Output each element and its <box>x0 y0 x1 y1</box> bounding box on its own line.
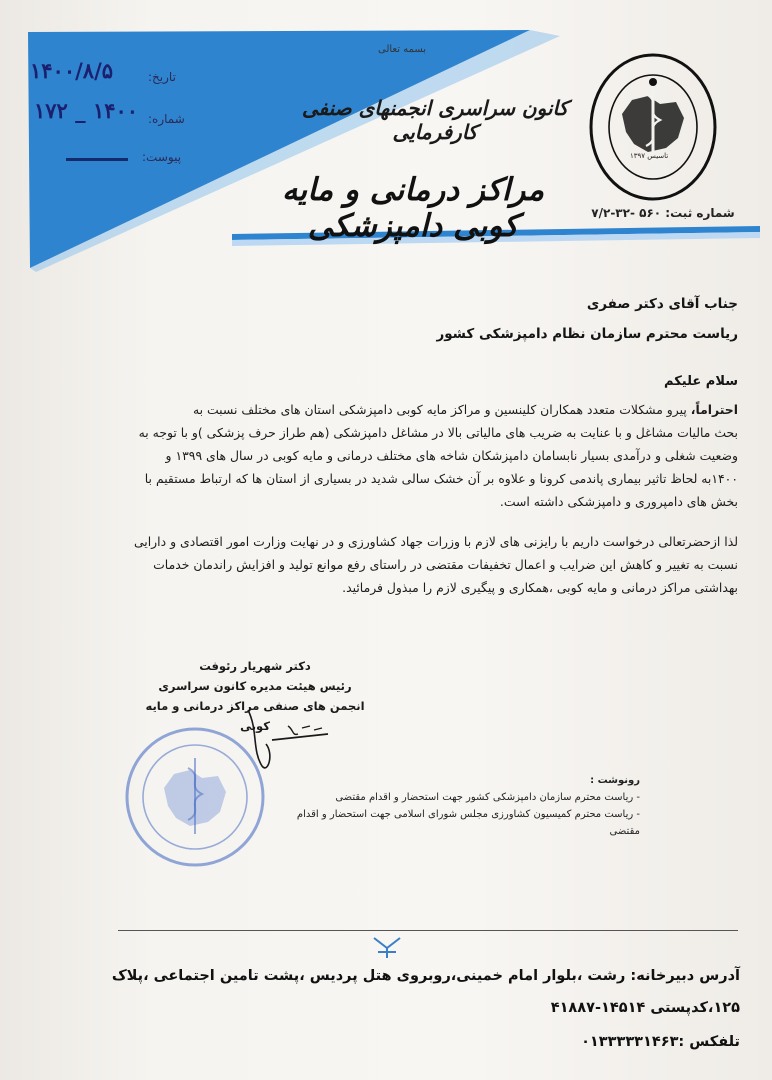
center-title: مراکز درمانی و مایه کوبی دامپزشکی <box>281 172 545 244</box>
bismillah: بسمه تعالی <box>378 44 427 55</box>
paragraph-2-line-1: لذا ازحضرتعالی درخواست داریم با رایزنی های لازم با وزرات جهاد کشاورزی و در نهایت وزارت امور اقتصادی و دارایی <box>133 534 738 549</box>
recipient-title: ریاست محترم سازمان نظام دامپزشکی کشور <box>436 326 738 342</box>
paragraph-2-line-2: نسبت به تغییر و کاهش این ضرایب و اعمال تخفیفات مقتضی در راستای رفع موانع تولید و افزایش راندمان خدمات <box>153 557 738 572</box>
footer-telefax: تلفکس :۰۱۳۳۳۳۳۱۴۶۳ <box>581 1034 740 1050</box>
footer-address-line-1: آدرس دبیرخانه: رشت ،بلوار امام خمینی،روبروی هتل پردیس ،پشت تامین اجتماعی ،پلاک <box>111 968 740 984</box>
logo-founded: تاسیس ۱۳۹۷ <box>630 152 669 160</box>
paragraph-1-line-4: ۱۴۰۰به لحاظ تاثیر بیماری پاندمی کرونا و علاوه بر آن خشک سالی شدید در بسیاری از استان ها که ارتباط مستقیم با <box>144 471 738 486</box>
greeting: سلام علیکم <box>664 374 738 389</box>
paragraph-2 <box>40 530 738 599</box>
paragraph-1 <box>40 398 738 513</box>
attachment-label: پیوست: <box>142 150 182 164</box>
cc-item-2: - ریاست محترم کمیسیون کشاورزی مجلس شورای اسلامی جهت استحضار و اقدام مقتضی <box>296 809 640 837</box>
signatory-title-1: رئیس هیئت مدیره کانون سراسری <box>158 679 352 693</box>
date-value: ۱۴۰۰/۸/۵ <box>30 58 114 83</box>
association-logo <box>588 52 718 202</box>
cc-item-1: - ریاست محترم سازمان دامپزشکی کشور جهت استحضار و اقدام مقتضی <box>335 792 640 803</box>
attachment-blank <box>66 158 128 161</box>
association-title: کانون سراسری انجمنهای صنفی کارفرمایی <box>301 96 569 144</box>
number-value: ۱۴۰۰ _ ۱۷۲ <box>34 98 139 123</box>
signatory-title-2: انجمن های صنفی مراکز درمانی و مایه کوبی <box>145 699 365 733</box>
paragraph-1-line-1: احتراماً، پیرو مشکلات متعدد همکاران کلینسین و مراکز مایه کوبی دامپزشکی استان های مختلف نسبت به <box>192 402 738 417</box>
paragraph-2-line-3: بهداشتی مراکز درمانی و مایه کوبی ،همکاری و پیگیری لازم را مبذول فرمائید. <box>342 580 738 595</box>
footer-emblem-icon <box>370 934 404 960</box>
footer-rule <box>118 930 738 931</box>
number-label: شماره: <box>148 112 185 126</box>
paragraph-1-line-5: بخش های دامپروری و دامپزشکی داشته است. <box>499 494 738 509</box>
signatory-name: دکتر شهریار رئوفت <box>199 659 311 673</box>
footer-address-line-2: ۱۲۵،کدپستی ۱۴۵۱۴-۴۱۸۸۷ <box>550 1000 740 1016</box>
paragraph-1-line-3: وضعیت شغلی و درآمدی بسیار نابسامان دامپزشکان شاخه های مختلف درمانی و مایه کوبی در سال های ۱۳۹۹ و <box>165 448 738 463</box>
handwritten-signature <box>228 700 348 780</box>
registration-number: شماره ثبت: ۵۶۰ -۳۲-۷/۲ <box>591 206 735 220</box>
cc-block <box>280 772 640 840</box>
date-label: تاریخ: <box>148 70 176 84</box>
salutation-lead: احتراماً، <box>690 402 738 417</box>
cc-heading: رونوشت : <box>590 775 640 786</box>
paragraph-1-line-2: بحث مالیات مشاغل و با عنایت به ضریب های مالیاتی بالا در مشاغل دامپزشکی (هم طراز حرف پزشکی )و با توجه به <box>138 425 738 440</box>
recipient-name: جناب آقای دکتر صفری <box>586 296 738 312</box>
